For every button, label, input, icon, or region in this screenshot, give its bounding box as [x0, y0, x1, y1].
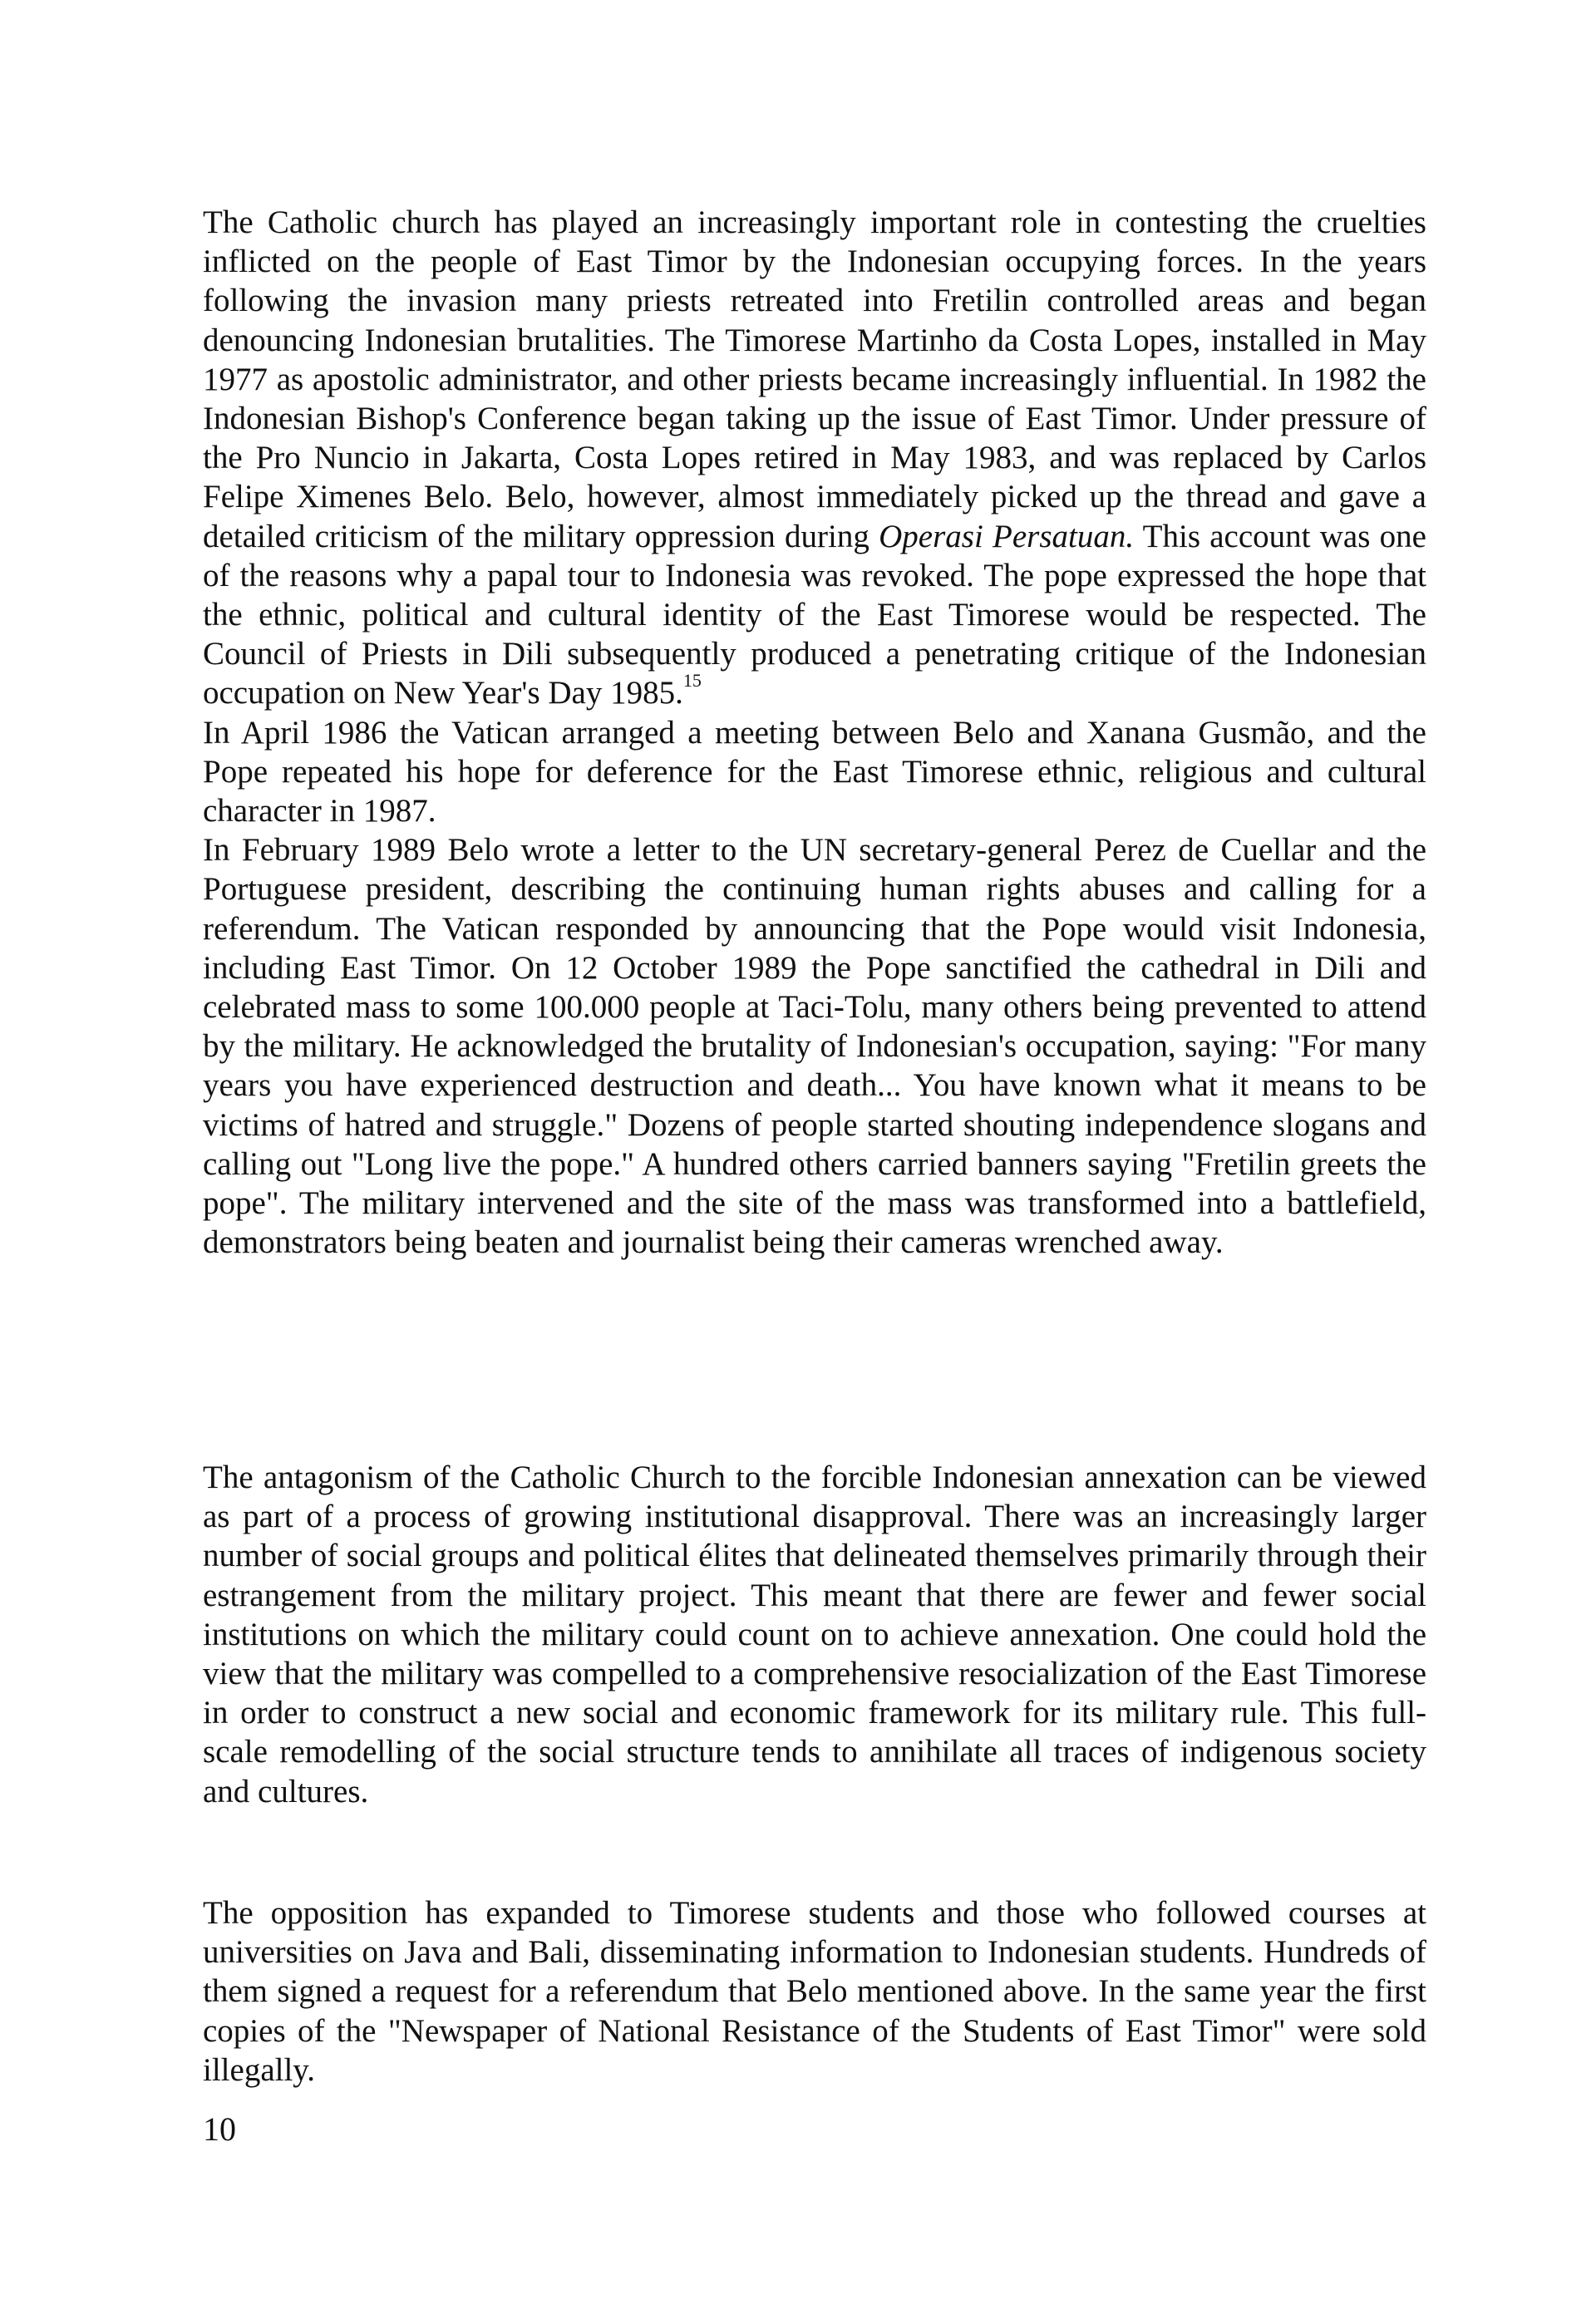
paragraph-belo-letter: In February 1989 Belo wrote a letter to the UN secretary-general Perez de Cuellar and the Portuguese president, describing the continuing human rights abuses and calling for a referendum. The Vatican responded by announcing that the Pope would visit Indonesia, including East Timor. On 12 October 1989 the Pope sanctified the cathedral in Dili and celebrated mass to some 100.000 people at Taci-Tolu, many others being prevented to attend by the military. He acknowledged the brutality of Indonesian's occupation, saying: "For many years you have experienced destruction and death... You have known what it means to be victims of hatred and struggle." Dozens of people started shouting independence slogans and calling out "Long live the pope." A hundred others carried banners saying "Fretilin greets the pope". The military intervened and the site of the mass was transformed into a battlefield, demonstrators being beaten and journalist being their cameras wrenched away.	[203, 832, 1426, 1261]
paragraph-text: This account was one of the reasons why a papal tour to Indonesia was revoked. The pope expressed the hope that the ethnic, political and cultural identity of the East Timorese would be respected. The Council of Priests in Dili subsequently produced a penetrating critique of the Indonesian occupation on New Year's Day 1985.	[203, 518, 1426, 711]
text-section-catholic-church	[203, 203, 1426, 1262]
text-section-student-opposition	[203, 1893, 1426, 2090]
emphasis-operasi-persatuan: Operasi Persatuan.	[879, 518, 1135, 554]
paragraph-text: The Catholic church has played an increasingly important role in contesting the cruelties inflicted on the people of East Timor by the Indonesian occupying forces. In the years following the invasion many priests retreated into Fretilin controlled areas and began denouncing Indonesian brutalities. The Timorese Martinho da Costa Lopes, installed in May 1977 as apostolic administrator, and other priests became increasingly influential. In 1982 the Indonesian Bishop's Conference began taking up the issue of East Timor. Under pressure of the Pro Nuncio in Jakarta, Costa Lopes retired in May 1983, and was replaced by Carlos Felipe Ximenes Belo. Belo, however, almost immediately picked up the thread and gave a detailed criticism of the military oppression during	[203, 204, 1426, 554]
paragraph-opposition: The opposition has expanded to Timorese students and those who followed courses at universities on Java and Bali, disseminating information to Indonesian students. Hundreds of them signed a request for a referendum that Belo mentioned above. In the same year the first copies of the "Newspaper of National Resistance of the Students of East Timor" were sold illegally.	[203, 1895, 1426, 2088]
footnote-marker: 15	[682, 670, 702, 692]
text-section-institutional-disapproval	[203, 1458, 1426, 1811]
page-number: 10	[203, 2110, 236, 2148]
paragraph-catholic-church-role	[203, 203, 1426, 713]
paragraph-vatican-meeting: In April 1986 the Vatican arranged a meeting between Belo and Xanana Gusmão, and the Pope repeated his hope for deference for the East Timorese ethnic, religious and cultural character in 1987.	[203, 714, 1426, 830]
paragraph-antagonism: The antagonism of the Catholic Church to the forcible Indonesian annexation can be viewed as part of a process of growing institutional disapproval. There was an increasingly larger number of social groups and political élites that delineated themselves primarily through their estrangement from the military project. This meant that there are fewer and fewer social institutions on which the military could count on to achieve annexation. One could hold the view that the military was compelled to a comprehensive resocialization of the East Timorese in order to construct a new social and economic framework for its military rule. This full-scale remodelling of the social structure tends to annihilate all traces of indigenous society and cultures.	[203, 1460, 1426, 1809]
